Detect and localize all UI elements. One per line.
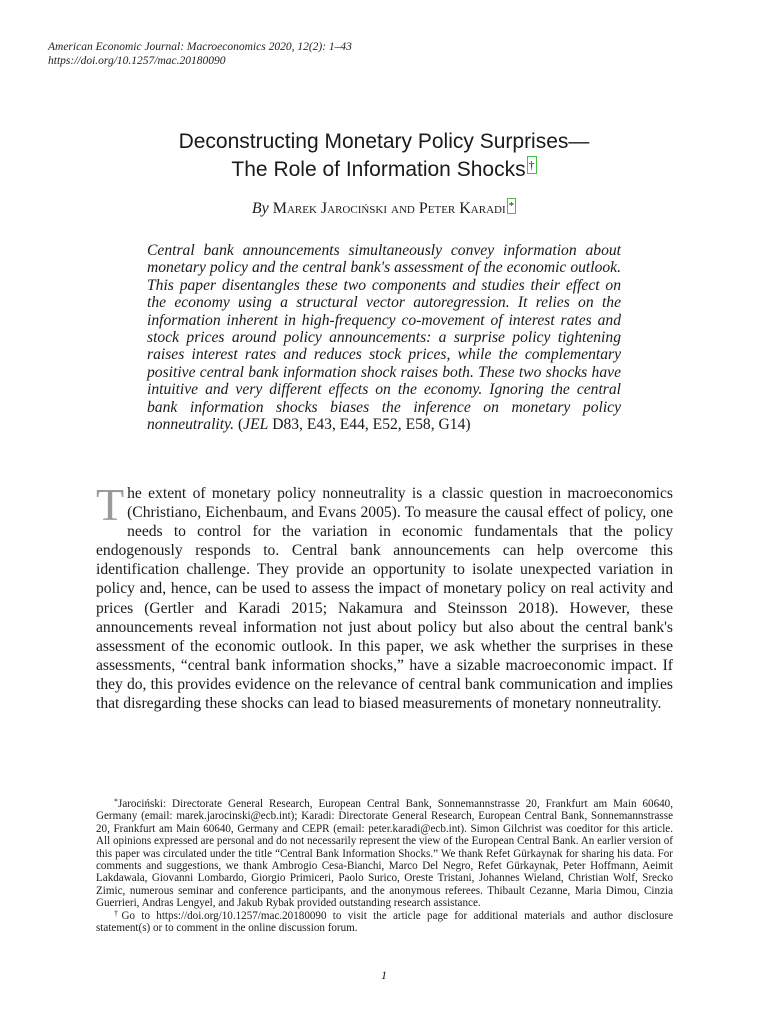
author-byline bbox=[0, 198, 768, 219]
journal-header bbox=[48, 40, 352, 68]
title-footnote-link[interactable]: † bbox=[528, 158, 535, 172]
author-footnote-link[interactable]: * bbox=[508, 200, 515, 212]
jel-open-paren: ( bbox=[237, 416, 244, 434]
page-number: 1 bbox=[381, 968, 387, 982]
title-line-1: Deconstructing Monetary Policy Surprises— bbox=[178, 130, 590, 153]
footnote-text: Go to https://doi.org/10.1257/mac.20180090 to visit the article page for additional materials and author disclosure statement(s) or to comment in the online discussion forum. bbox=[96, 909, 673, 935]
footnote-mark: * bbox=[114, 797, 118, 806]
doi-link[interactable]: https://doi.org/10.1257/mac.20180090 bbox=[48, 55, 226, 67]
abstract bbox=[147, 242, 621, 433]
footnotes bbox=[96, 798, 673, 934]
footnote-author-affiliations bbox=[96, 798, 673, 910]
jel-code-list: D83, E43, E44, E52, E58, G14) bbox=[268, 416, 471, 434]
journal-citation: American Economic Journal: Macroeconomics 2020, 12(2): 1–43 bbox=[48, 41, 352, 53]
footnote-article-link bbox=[96, 910, 673, 935]
byline-by: By bbox=[251, 200, 269, 217]
title-line-2 bbox=[0, 156, 768, 184]
title-line-2-text: The Role of Information Shocks bbox=[231, 158, 526, 181]
body-paragraph bbox=[96, 479, 673, 713]
jel-codes bbox=[238, 416, 471, 433]
byline-authors: Marek Jarociński and Peter Karadi bbox=[272, 200, 506, 217]
abstract-text: Central bank announcements simultaneously convey information about monetary policy and the central bank's assessment of the economic outlook. This paper disentangles these two components and studies their effect on the economy using a structural vector autoregression. It relies on the information inherent in high-frequency co-movement of interest rates and stock prices around policy announcements: a surprise policy tightening raises interest rates and reduces stock prices, while the complementary positive central bank information shock raises both. These two shocks have intuitive and very different effects on the economy. Ignoring the central bank information shocks biases the inference on monetary policy nonneutrality. bbox=[147, 242, 621, 434]
body-text: he extent of monetary policy nonneutrality is a classic question in macroeconomics (Christiano, Eichenbaum, and Evans 2005). To measure the causal effect of policy, one needs to control for the variation in economic fundamentals that the policy endogenously responds to. Central bank announcements can help overcome this identification challenge. They provide an opportunity to isolate unexpected variation in policy and, hence, can be used to assess the impact of monetary policy on real activity and prices (Gertler and Karadi 2015; Nakamura and Steinsson 2018). However, these announcements reveal information not just about policy but also about the central bank's assessment of the economic outlook. In this paper, we ask whether the surprises in these assessments, “central bank information shocks,” have a sizable macroeconomic impact. If they do, this provides evidence on the relevance of central bank communication and implies that disregarding these shocks can lead to biased measurements of monetary nonneutrality. bbox=[96, 485, 673, 713]
drop-cap: T bbox=[96, 479, 125, 530]
paper-title bbox=[0, 128, 768, 184]
footnote-text: Jarociński: Directorate General Research, European Central Bank, Sonnemannstrasse 20, Frankfurt am Main 60640, Germany (email: marek.jarocinski@ecb.int); Karadi: Directorate General Research, European Central Bank, Sonnemannstrasse 20, Frankfurt am Main 60640, Germany and CEPR (email: peter.karadi@ecb.int). Simon Gilchrist was coeditor for this article. All opinions expressed are personal and do not necessarily represent the view of the European Central Bank. An earlier version of this paper was circulated under the title “Central Bank Information Shocks.” We thank Refet Gürkaynak for sharing his data. For comments and suggestions, we thank Ambrogio Cesa-Bianchi, Marco Del Negro, Refet Gürkaynak, Peter Hoffmann, Aeimit Lakdawala, Giovanni Lombardo, Giorgio Primiceri, Paolo Surico, Oreste Tristani, Johannes Wieland, Christian Wolf, Srecko Zimic, numerous seminar and conference participants, and the anonymous referees. Thibault Cezanne, Maria Dimou, Cinzia Guerrieri, Andras Lengyel, and Jakub Rybak provided outstanding research assistance. bbox=[96, 798, 673, 910]
jel-label: JEL bbox=[243, 416, 269, 434]
footnote-mark: † bbox=[114, 908, 122, 918]
